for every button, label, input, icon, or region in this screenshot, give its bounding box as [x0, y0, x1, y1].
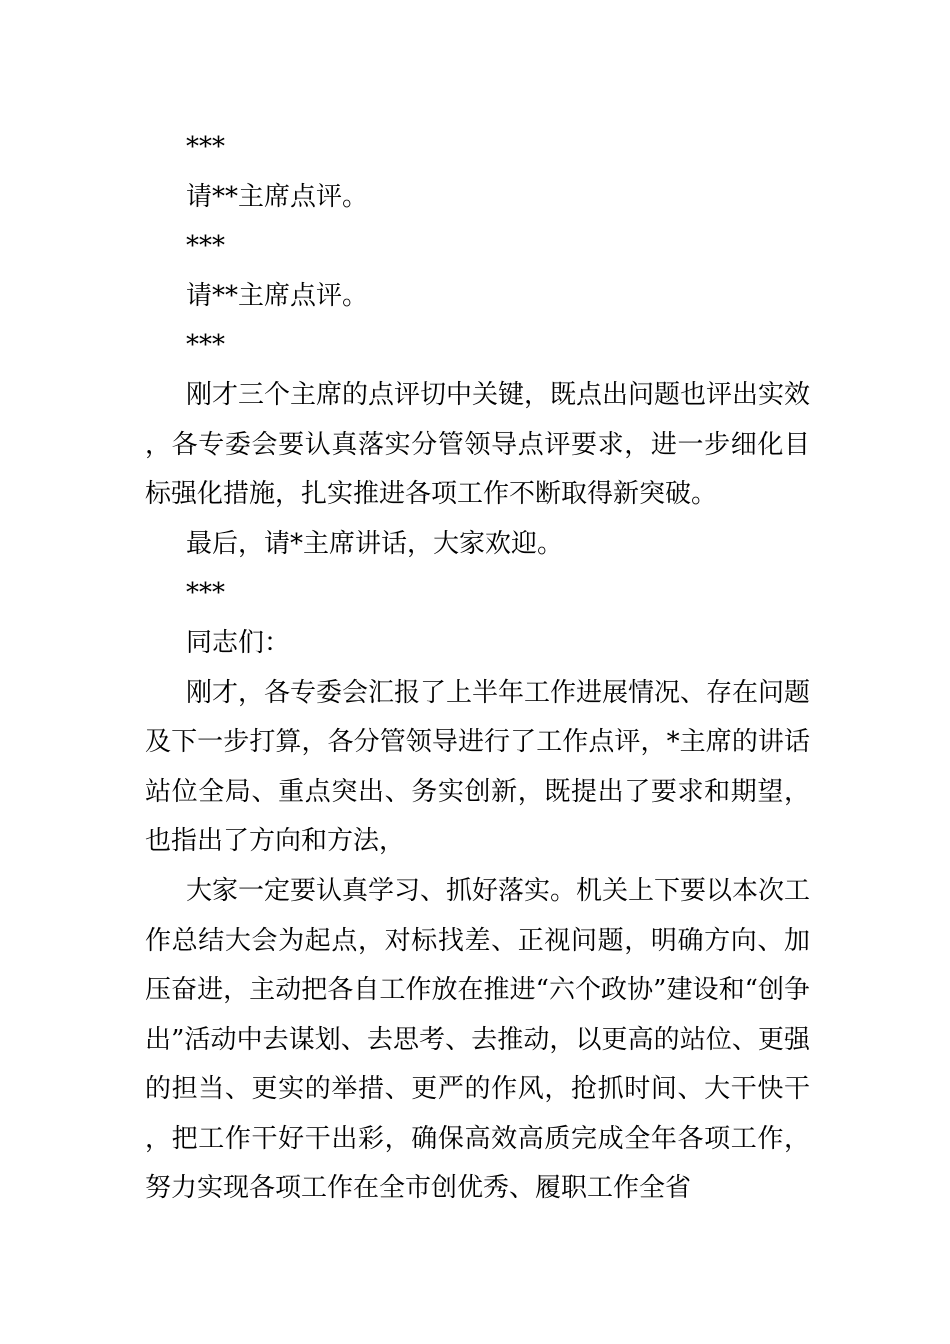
separator-line: ***: [186, 578, 225, 609]
paragraph-summary-comments: 刚才三个主席的点评切中关键，既点出问题也评出实效，各专委会要认真落实分管领导点评要求，进一步细化目标强化措施，扎实推进各项工作不断取得新突破。: [145, 379, 811, 510]
paragraph-speech-requirements: 大家一定要认真学习、抓好落实。机关上下要以本次工作总结大会为起点，对标找差、正视问题，明确方向、加压奋进，主动把各自工作放在推进“六个政协”建设和“创争出”活动中去谋划、去思考、去推动，以更高的站位、更强的担当、更实的举措、更严的作风，抢抓时间、大干快干，把工作干好干出彩，确保高效高质完成全年各项工作，努力实现各项工作在全市创优秀、履职工作全省: [145, 875, 811, 1204]
paragraph-speech-intro: 刚才，各专委会汇报了上半年工作进展情况、存在问题及下一步打算，各分管领导进行了工作点评，*主席的讲话站位全局、重点突出、务实创新，既提出了要求和期望，也指出了方向和方法，: [145, 677, 811, 857]
separator-line: ***: [186, 231, 225, 262]
paragraph-invite-comment: 请**主席点评。: [186, 280, 369, 311]
paragraph-invite-comment: 请**主席点评。: [186, 181, 369, 212]
separator-line: ***: [186, 330, 225, 361]
document-body: [145, 123, 810, 1214]
paragraph-salutation: 同志们：: [186, 627, 291, 658]
paragraph-invite-speech: 最后，请*主席讲话，大家欢迎。: [186, 528, 564, 559]
separator-line: ***: [186, 132, 225, 162]
